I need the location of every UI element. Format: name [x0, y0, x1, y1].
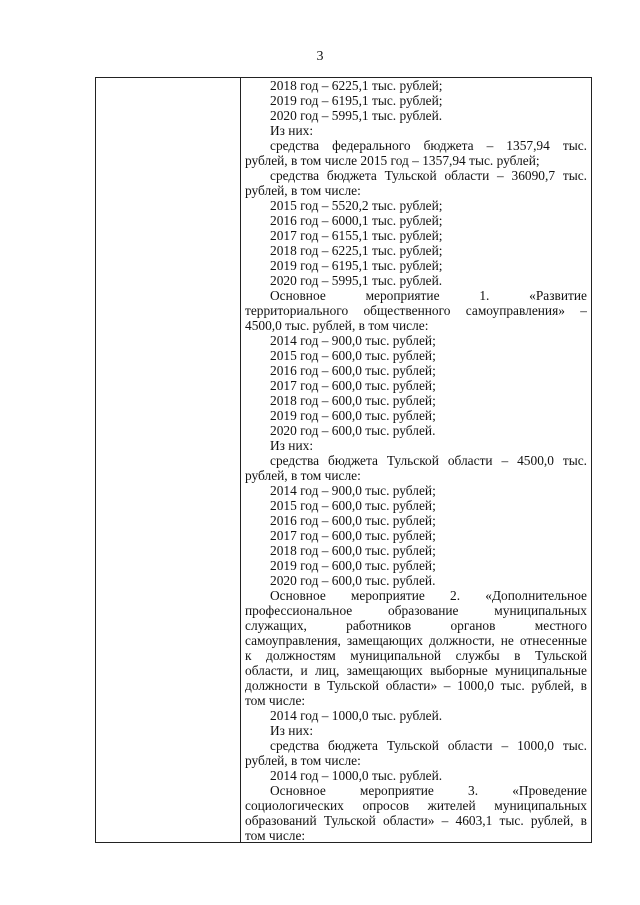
- text-line: рублей, в том числе:: [245, 753, 361, 768]
- text-line: социологических опросов жителей муниципальных: [245, 798, 587, 813]
- text-line: 2016 год – 600,0 тыс. рублей;: [270, 513, 436, 528]
- text-line: 2018 год – 600,0 тыс. рублей;: [270, 393, 436, 408]
- text-line: 2019 год – 6195,1 тыс. рублей;: [270, 258, 443, 273]
- text-line: 2015 год – 5520,2 тыс. рублей;: [270, 198, 443, 213]
- text-line: средства бюджета Тульской области – 4500,0 тыс.: [270, 453, 587, 468]
- text-line: 2019 год – 6195,1 тыс. рублей;: [270, 93, 443, 108]
- text-line: 2017 год – 600,0 тыс. рублей;: [270, 528, 436, 543]
- text-line: 2020 год – 600,0 тыс. рублей.: [270, 423, 436, 438]
- text-line: 2014 год – 900,0 тыс. рублей;: [270, 333, 436, 348]
- text-line: 2015 год – 600,0 тыс. рублей;: [270, 348, 436, 363]
- text-line: 4500,0 тыс. рублей, в том числе:: [245, 318, 429, 333]
- funding-text-cell: [245, 78, 587, 843]
- text-line: рублей, в том числе:: [245, 183, 361, 198]
- text-line: 2020 год – 5995,1 тыс. рублей.: [270, 273, 443, 288]
- text-line: Из них:: [270, 723, 314, 738]
- text-line: территориального общественного самоуправления» –: [245, 303, 587, 318]
- text-line: области, и лиц, замещающих выборные муниципальные: [245, 663, 587, 678]
- text-line: Из них:: [270, 438, 314, 453]
- table-column-divider: [240, 77, 241, 843]
- text-line: 2014 год – 900,0 тыс. рублей;: [270, 483, 436, 498]
- text-line: Основное мероприятие 2. «Дополнительное: [270, 588, 587, 603]
- text-line: том числе:: [245, 693, 306, 708]
- text-line: 2014 год – 1000,0 тыс. рублей.: [270, 768, 443, 783]
- text-line: 2019 год – 600,0 тыс. рублей;: [270, 558, 436, 573]
- text-line: средства федерального бюджета – 1357,94 тыс.: [270, 138, 587, 153]
- text-line: 2020 год – 5995,1 тыс. рублей.: [270, 108, 443, 123]
- text-line: 2017 год – 6155,1 тыс. рублей;: [270, 228, 443, 243]
- text-line: 2015 год – 600,0 тыс. рублей;: [270, 498, 436, 513]
- text-line: рублей, в том числе:: [245, 468, 361, 483]
- text-line: Основное мероприятие 1. «Развитие: [270, 288, 587, 303]
- text-line: 2020 год – 600,0 тыс. рублей.: [270, 573, 436, 588]
- text-line: образований Тульской области» – 4603,1 тыс. рублей, в: [245, 813, 587, 828]
- text-line: 2016 год – 6000,1 тыс. рублей;: [270, 213, 443, 228]
- text-line: самоуправления, замещающих должности, не отнесенные: [245, 633, 587, 648]
- text-line: Основное мероприятие 3. «Проведение: [270, 783, 587, 798]
- text-line: 2018 год – 600,0 тыс. рублей;: [270, 543, 436, 558]
- text-line: должности в Тульской области» – 1000,0 тыс. рублей, в: [245, 678, 587, 693]
- text-line: к должностям муниципальной службы в Тульской: [245, 648, 587, 663]
- text-line: рублей, в том числе 2015 год – 1357,94 тыс. рублей;: [245, 153, 540, 168]
- text-line: 2016 год – 600,0 тыс. рублей;: [270, 363, 436, 378]
- text-line: служащих, работников органов местного: [245, 618, 587, 633]
- text-line: том числе:: [245, 828, 306, 843]
- text-line: Из них:: [270, 123, 314, 138]
- text-line: 2014 год – 1000,0 тыс. рублей.: [270, 708, 443, 723]
- page-number: 3: [316, 49, 324, 64]
- text-line: средства бюджета Тульской области – 1000,0 тыс.: [270, 738, 587, 753]
- text-line: профессиональное образование муниципальных: [245, 603, 587, 618]
- text-line: 2018 год – 6225,1 тыс. рублей;: [270, 243, 443, 258]
- text-line: 2019 год – 600,0 тыс. рублей;: [270, 408, 436, 423]
- text-line: средства бюджета Тульской области – 36090,7 тыс.: [270, 168, 587, 183]
- text-line: 2017 год – 600,0 тыс. рублей;: [270, 378, 436, 393]
- text-line: 2018 год – 6225,1 тыс. рублей;: [270, 78, 443, 93]
